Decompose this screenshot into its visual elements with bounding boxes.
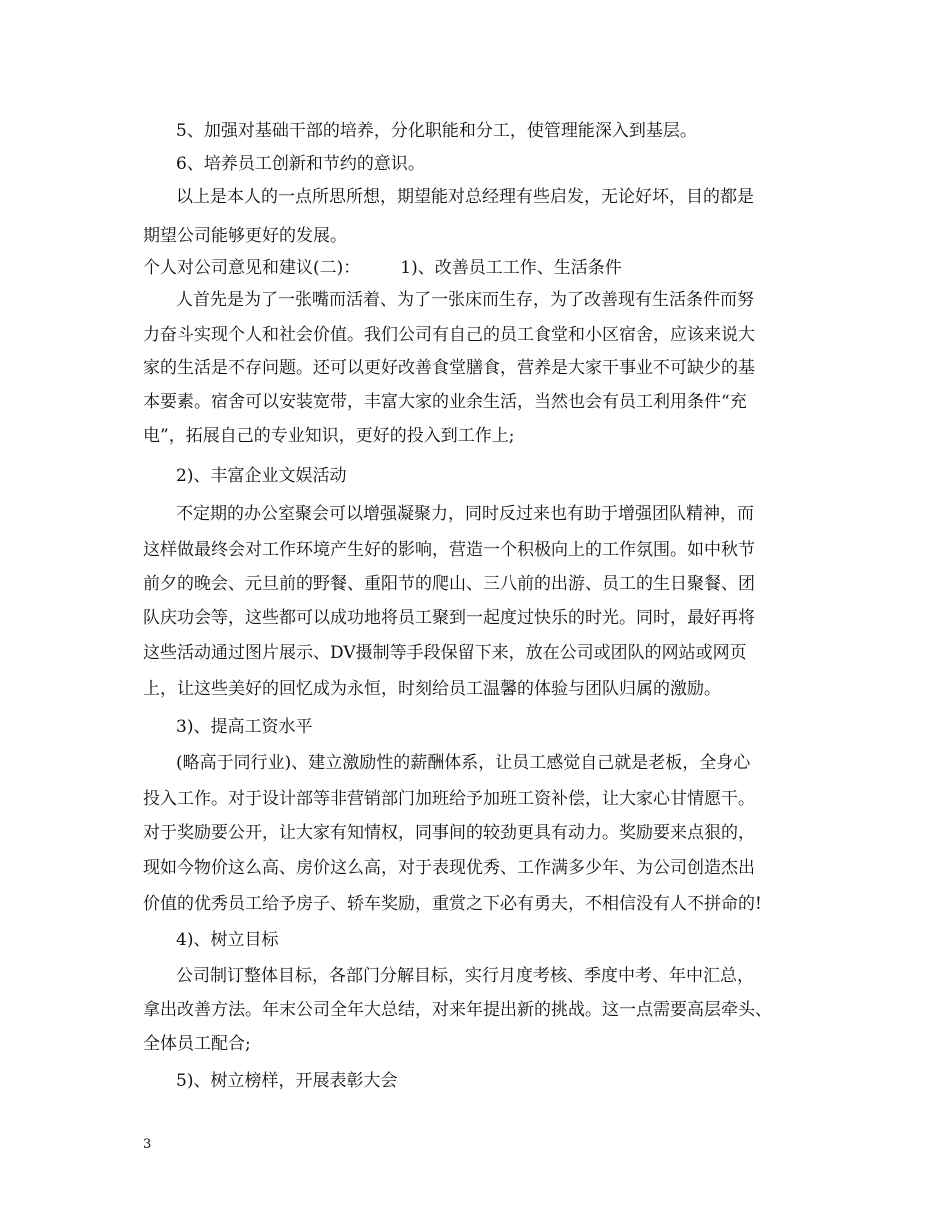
text-line: 拿出改善方法。年末公司全年大总结，对来年提出新的挑战。这一点需要高层牵头、 — [143, 1000, 772, 1020]
text-line: 上，让这些美好的回忆成为永恒，时刻给员工温馨的体验与团队归属的激励。 — [143, 679, 721, 699]
text-line: (略高于同行业)、建立激励性的薪酬体系，让员工感觉自己就是老板，全身心 — [176, 753, 751, 773]
subheading: 4)、树立目标 — [176, 930, 279, 950]
text-line: 期望公司能够更好的发展。 — [143, 226, 347, 246]
text-line: 不定期的办公室聚会可以增强凝聚力，同时反过来也有助于增强团队精神，而 — [176, 504, 754, 524]
subheading: 3)、提高工资水平 — [176, 717, 313, 737]
section-heading: 个人对公司意见和建议(二)： — [143, 258, 361, 278]
text-line: 5、加强对基础干部的培养，分化职能和分工，使管理能深入到基层。 — [176, 121, 697, 141]
text-line: 家的生活是不存问题。还可以更好改善食堂膳食，营养是大家干事业不可缺少的基 — [143, 358, 755, 378]
text-line: 这样做最终会对工作环境产生好的影响，营造一个积极向上的工作氛围。如中秋节 — [143, 540, 755, 560]
text-line: 电”，拓展自己的专业知识，更好的投入到工作上; — [143, 426, 515, 446]
text-line: 前夕的晚会、元旦前的野餐、重阳节的爬山、三八前的出游、员工的生日聚餐、团 — [143, 574, 755, 594]
subheading: 2)、丰富企业文娱活动 — [176, 466, 347, 486]
text-line: 本要素。宿舍可以安装宽带，丰富大家的业余生活，当然也会有员工利用条件“充 — [143, 392, 747, 412]
text-line: 公司制订整体目标，各部门分解目标，实行月度考核、季度中考、年中汇总， — [176, 966, 754, 986]
page-number: 3 — [143, 1137, 152, 1152]
section-heading-line — [143, 257, 622, 279]
text-line: 现如今物价这么高、房价这么高，对于表现优秀、工作满多少年、为公司创造杰出 — [143, 858, 755, 878]
text-line: 对于奖励要公开，让大家有知情权，同事间的较劲更具有动力。奖励要来点狠的， — [143, 823, 755, 843]
text-line: 这些活动通过图片展示、DV摄制等手段保留下来，放在公司或团队的网站或网页 — [143, 643, 747, 663]
text-line: 全体员工配合; — [143, 1034, 251, 1054]
text-line: 以上是本人的一点所思所想，期望能对总经理有些启发，无论好坏，目的都是 — [176, 187, 754, 207]
text-line: 价值的优秀员工给予房子、轿车奖励，重赏之下必有勇夫，不相信没有人不拼命的! — [143, 894, 762, 914]
text-line: 投入工作。对于设计部等非营销部门加班给予加班工资补偿，让大家心甘情愿干。 — [143, 789, 755, 809]
subheading: 1)、改善员工工作、生活条件 — [400, 258, 622, 278]
text-line: 人首先是为了一张嘴而活着、为了一张床而生存，为了改善现有生活条件而努 — [176, 290, 754, 310]
text-line: 力奋斗实现个人和社会价值。我们公司有自己的员工食堂和小区宿舍，应该来说大 — [143, 325, 755, 345]
text-line: 6、培养员工创新和节约的意识。 — [176, 154, 425, 174]
subheading: 5)、树立榜样，开展表彰大会 — [176, 1071, 398, 1091]
text-line: 队庆功会等，这些都可以成功地将员工聚到一起度过快乐的时光。同时，最好再将 — [143, 608, 755, 628]
